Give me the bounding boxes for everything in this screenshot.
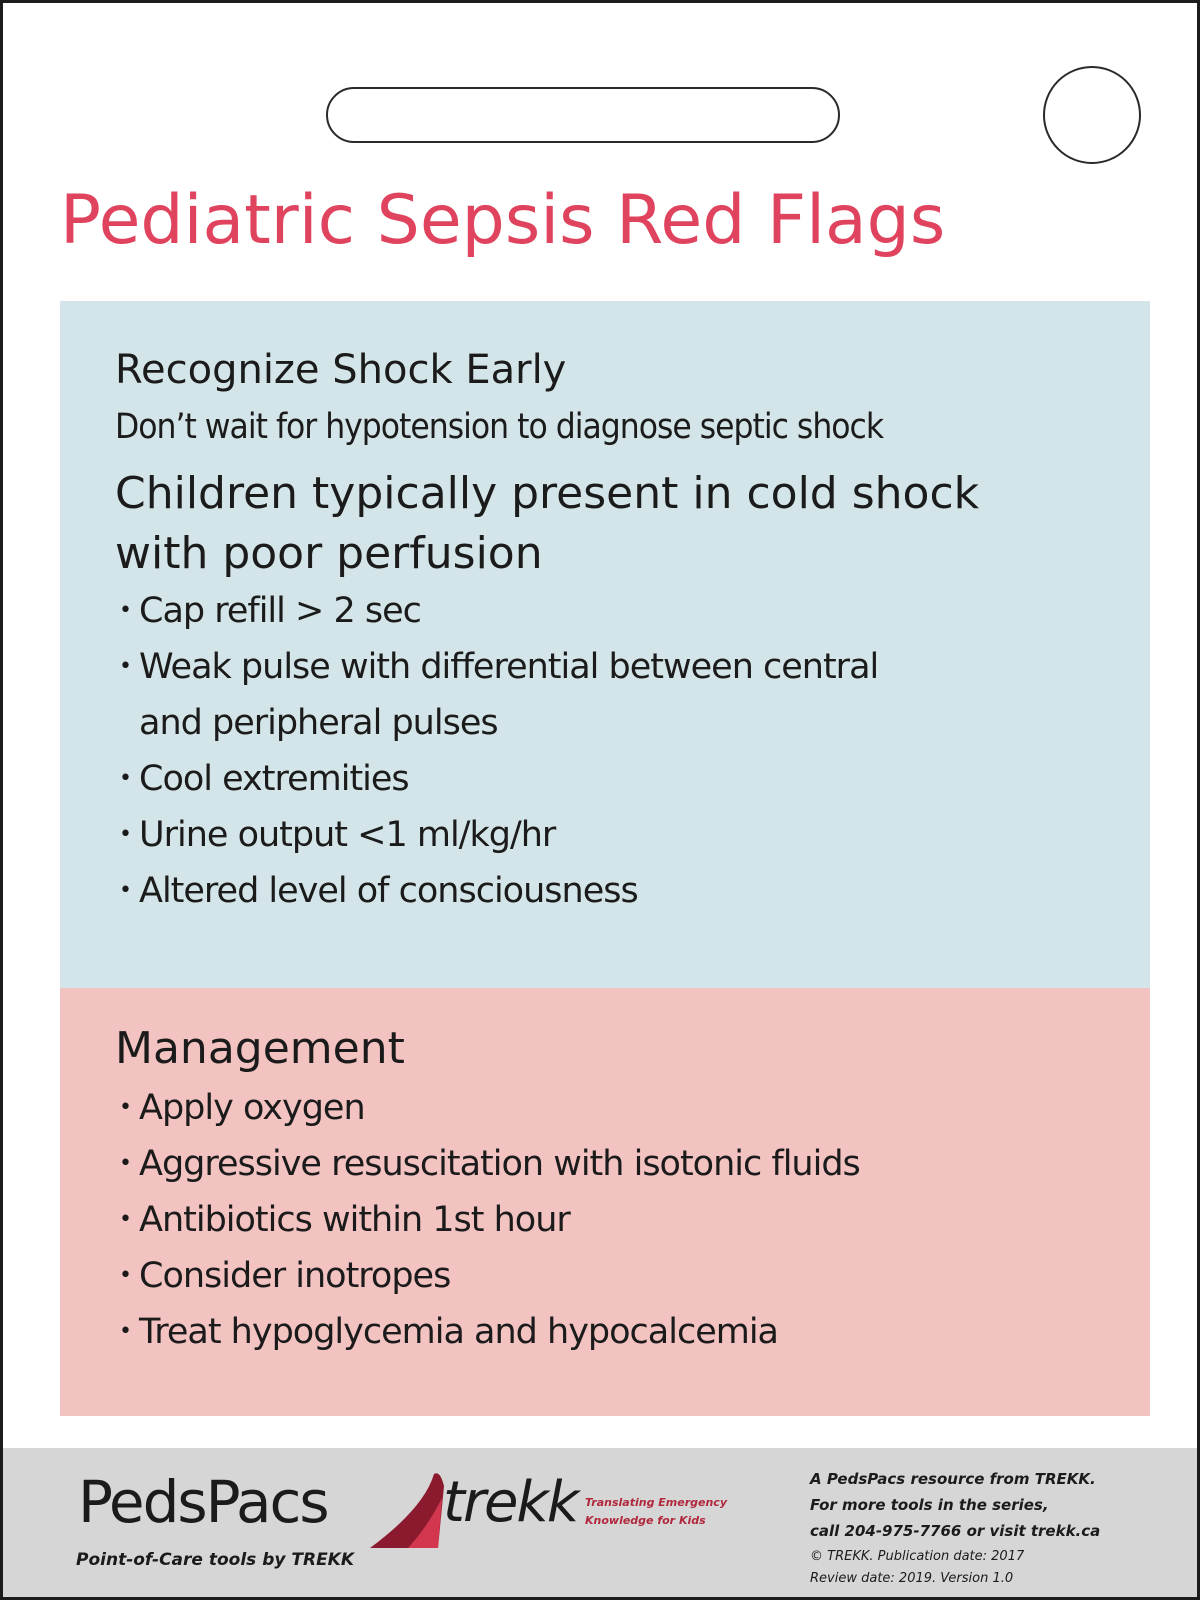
- list-item: • Weak pulse with differential between central: [115, 639, 1120, 695]
- footer-info: A PedsPacs resource from TREKK. For more tools in the series, call 204-975-7766 or visit trekk.ca: [810, 1470, 1101, 1540]
- bullet-icon: •: [119, 1095, 131, 1120]
- recognize-heading: Recognize Shock Early: [115, 347, 567, 393]
- management-heading: Management: [115, 1023, 405, 1074]
- list-item: • Cool extremities: [115, 751, 1120, 807]
- trekk-wordmark: trekk: [443, 1470, 578, 1535]
- page-title: Pediatric Sepsis Red Flags: [60, 181, 946, 260]
- bullet-icon: •: [119, 654, 131, 679]
- pedspacs-tagline: Point-of-Care tools by TREKK: [76, 1550, 355, 1570]
- bullet-icon: •: [119, 878, 131, 903]
- pedspacs-logo: PedsPacs: [78, 1468, 328, 1536]
- cold-shock-line-2: with poor perfusion: [115, 528, 543, 579]
- bullet-icon: •: [119, 1319, 131, 1344]
- perfusion-signs-list: [115, 583, 1120, 919]
- list-item: • Apply oxygen: [115, 1080, 1120, 1136]
- footer: [3, 1448, 1197, 1597]
- recognize-shock-panel: [60, 301, 1150, 988]
- hanger-slot: [326, 87, 840, 143]
- bullet-icon: •: [119, 1263, 131, 1288]
- list-item: • Cap refill > 2 sec: [115, 583, 1120, 639]
- bullet-icon: •: [119, 1151, 131, 1176]
- list-item: • Altered level of consciousness: [115, 863, 1120, 919]
- list-item: • Aggressive resuscitation with isotonic fluids: [115, 1136, 1120, 1192]
- management-panel: [60, 988, 1150, 1416]
- management-list: [115, 1080, 1120, 1360]
- list-item: • Urine output <1 ml/kg/hr: [115, 807, 1120, 863]
- ring-hole: [1043, 66, 1141, 164]
- trekk-tagline: Translating Emergency Knowledge for Kids: [585, 1496, 727, 1527]
- cold-shock-line-1: Children typically present in cold shock: [115, 468, 980, 519]
- bullet-icon: •: [119, 1207, 131, 1232]
- list-item: • Treat hypoglycemia and hypocalcemia: [115, 1304, 1120, 1360]
- list-item: • Consider inotropes: [115, 1248, 1120, 1304]
- bullet-icon: •: [119, 766, 131, 791]
- bullet-icon: •: [119, 822, 131, 847]
- footer-legal: © TREKK. Publication date: 2017 Review date: 2019. Version 1.0: [810, 1549, 1025, 1586]
- list-item: • Antibiotics within 1st hour: [115, 1192, 1120, 1248]
- recognize-subheading: Don’t wait for hypotension to diagnose septic shock: [115, 407, 884, 447]
- bullet-icon: •: [119, 598, 131, 623]
- list-item-continuation: and peripheral pulses: [139, 703, 498, 743]
